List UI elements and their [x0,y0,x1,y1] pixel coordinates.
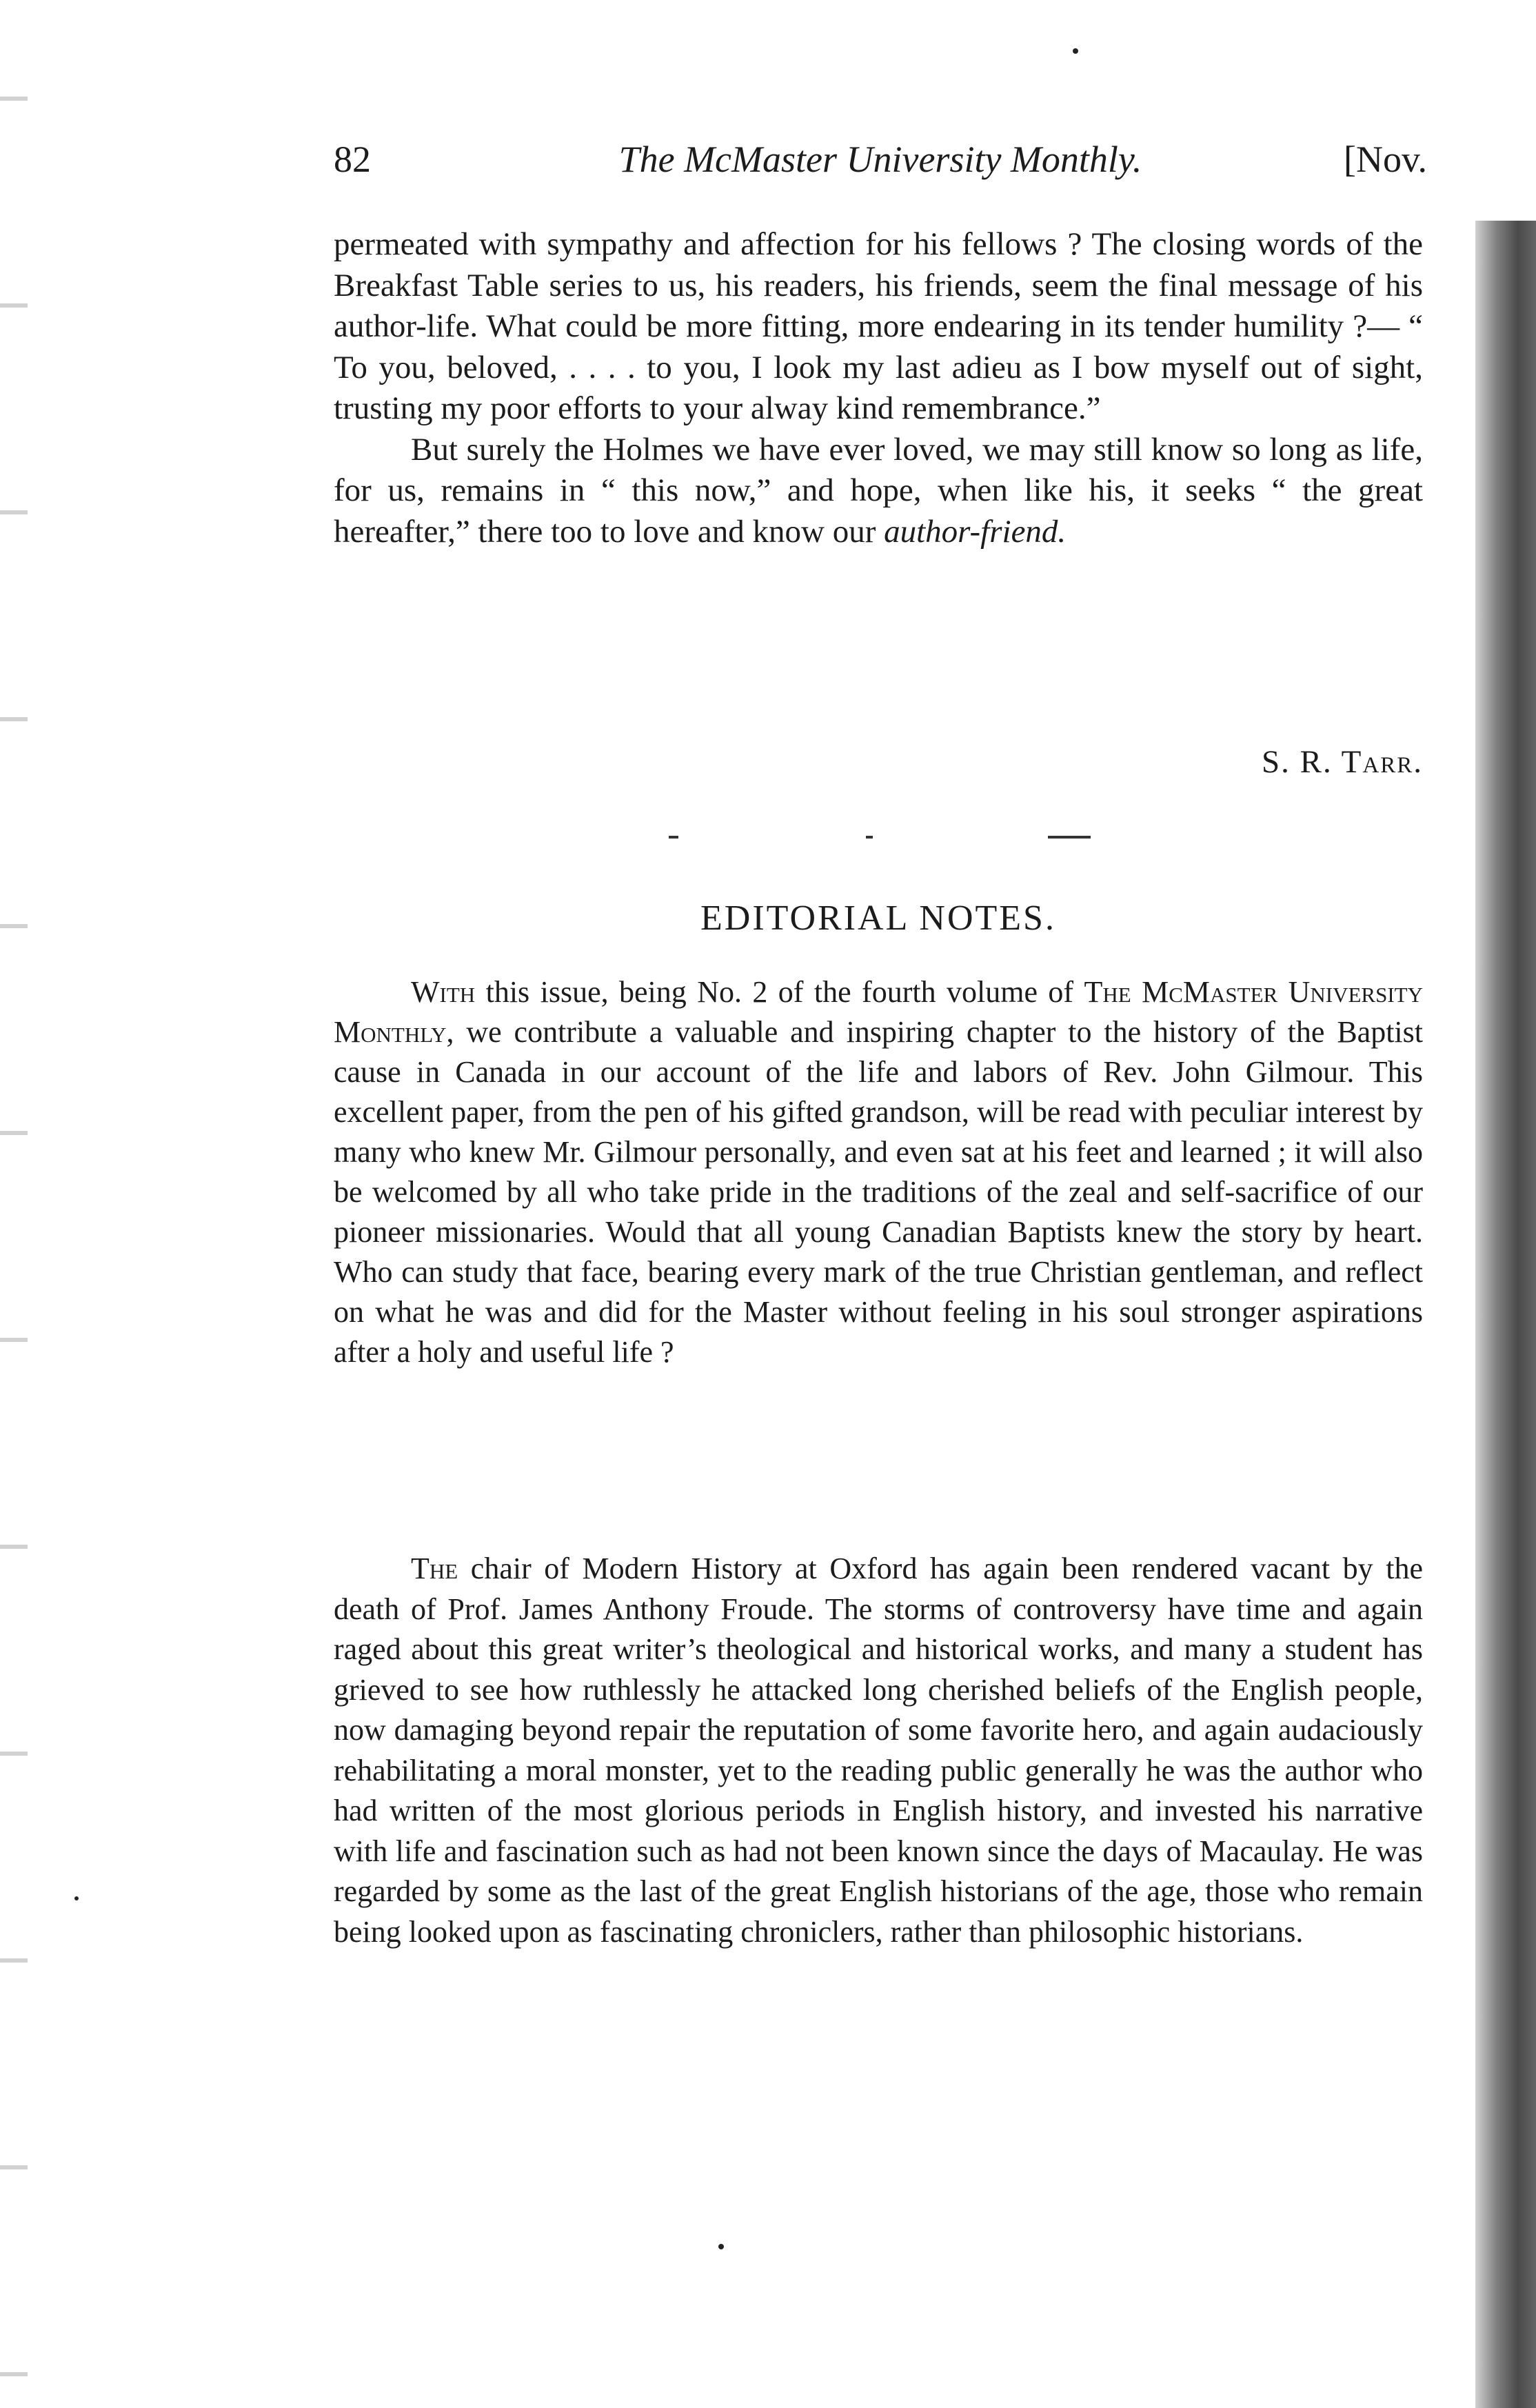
paragraph-text: , we contribute a valuable and inspiring chapter to the history of the Baptist cause in Canada in our account of the life and labors of Rev. John Gilmour. This excellent paper, from the pen of his gifted grandson, will be read with peculiar interest by many who knew Mr. Gilmour personally, and even sat at his feet and learned ; it will also be welcomed by all who take pride in the traditions of the zeal and self-sacrifice of our pioneer missionaries. Would that all young Canadian Baptists knew the story by heart. Who can study that face, bearing every mark of the true Christian gentleman, and reflect on what he was and did for the Master without feeling in his soul stronger aspirations after a holy and useful life ? [334,1015,1423,1369]
paragraph [334,430,1423,553]
running-header [334,138,1427,200]
paragraph-text: permeated with sympathy and affection for his fellows ? The closing words of the Breakfast Table series to us, his readers, his friends, seem the final message of his author-life. What could be more fitting, more endearing in its tender humility ?— [334,226,1423,344]
editorial-note [334,1549,1423,1952]
paragraph-text: this issue, being No. 2 of the fourth volume of [475,975,1084,1009]
lead-word: With [411,975,476,1009]
paragraph [334,972,1423,1372]
paragraph [334,1549,1423,1952]
header-month: [Nov. [1344,139,1427,180]
journal-title: The McMaster University Monthly. [618,139,1142,180]
editorial-note [334,972,1423,1372]
journal-name: The McMaster University Monthly [334,975,1423,1049]
scan-speck [718,2244,724,2249]
scan-edge-left [0,0,28,2408]
article-conclusion [334,224,1423,552]
scan-edge-right [1475,221,1536,2408]
paragraph-text: chair of Modern History at Oxford has again been rendered vacant by the death of Prof. James Anthony Froude. The storms of controversy have time and again raged about this great writer’s theological and historical works, and many a student has grieved to see how ruthlessly he attacked long cherished beliefs of the English people, now damaging beyond repair the reputation of some favorite hero, and again audaciously rehabilitating a moral monster, yet to the reading public generally he was the author who had written of the most glorious periods in English history, and invested his narrative with life and fascination such as had not been known since the days of Macaulay. He was regarded by some as the last of the great English historians of the age, those who remain being looked upon as fascinating chroniclers, rather than philosophic historians. [334,1552,1423,1949]
section-heading: EDITORIAL NOTES. [700,899,1056,938]
paragraph [334,224,1423,430]
quotation: “ To you, beloved, . . . . to you, I look my last adieu as I bow myself out of sight, trusting my poor efforts to your alway kind remembrance.” [334,308,1424,426]
paragraph-text: But surely the Holmes we have ever loved, we may still know so long as life, for us, remains in “ this now,” and hope, when like his, it seeks “ the great hereafter,” there too to love and know our [334,431,1423,550]
scan-speck [1073,48,1078,54]
author-signature: S. R. Tarr. [1262,744,1423,780]
section-divider [662,836,1103,840]
scan-speck [74,1896,79,1900]
page-number: 82 [334,139,371,180]
lead-word: The [411,1552,458,1585]
italic-phrase: author-friend. [884,513,1067,550]
